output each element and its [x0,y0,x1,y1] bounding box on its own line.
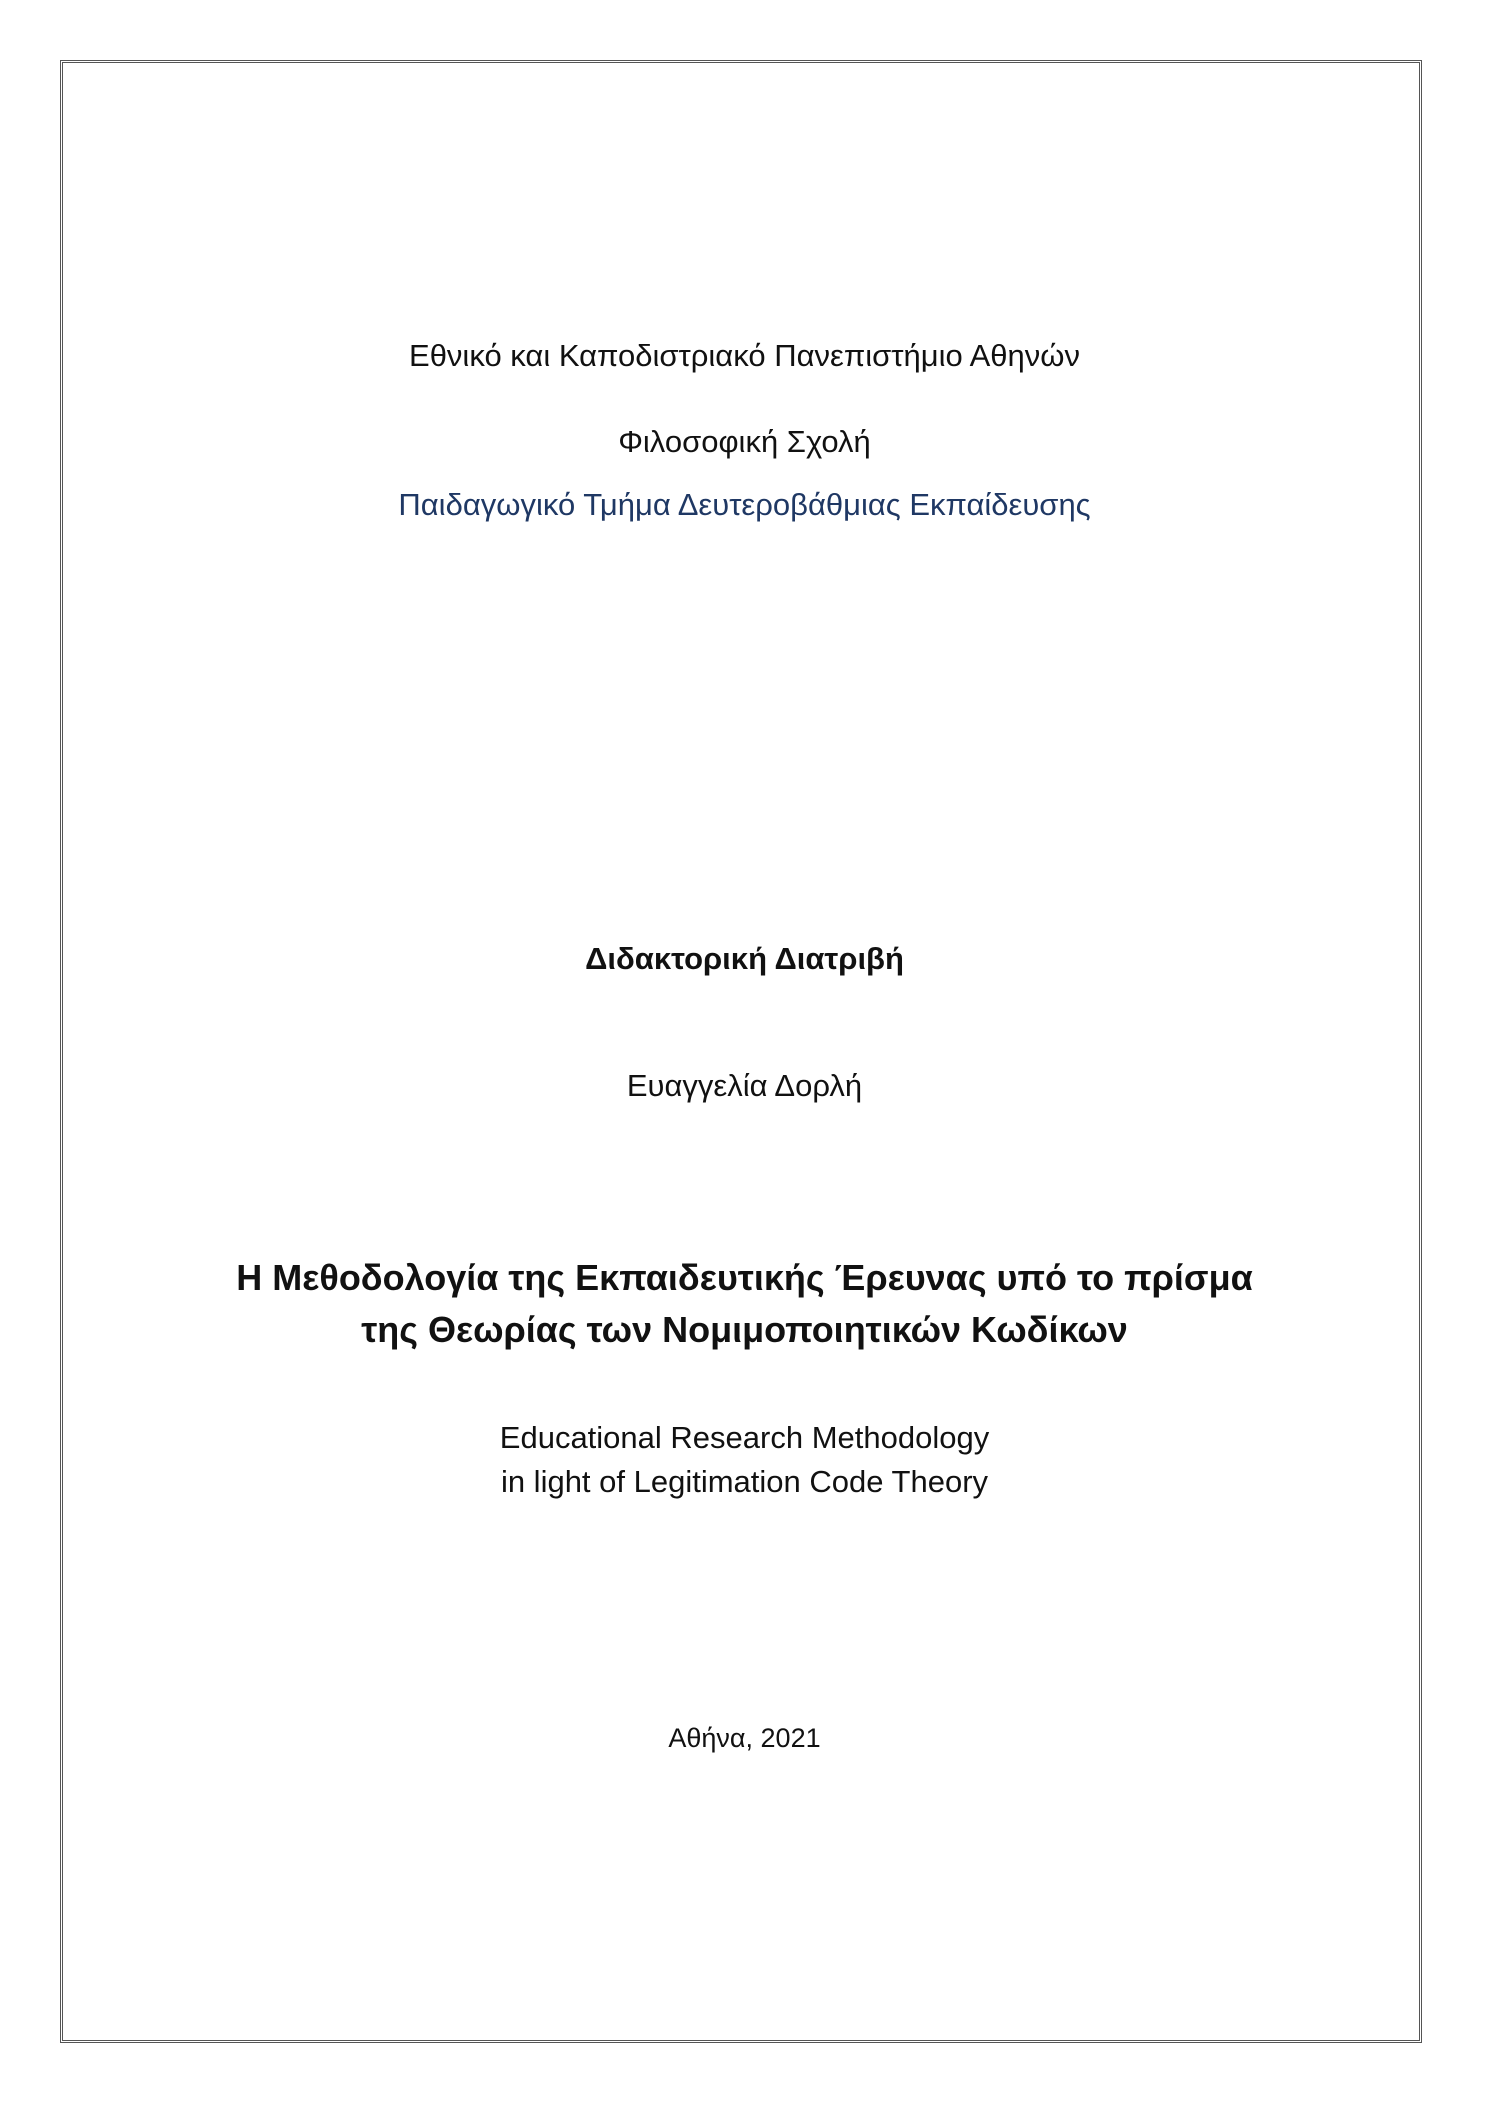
department-name: Παιδαγωγικό Τμήμα Δευτεροβάθμιας Εκπαίδευσης [398,487,1091,522]
thesis-title-greek [0,1252,1489,1356]
thesis-title-greek-line-1: Η Μεθοδολογία της Εκπαιδευτικής Έρευνας υπό το πρίσμα [236,1257,1253,1298]
thesis-title-greek-line-2: της Θεωρίας των Νομιμοποιητικών Κωδίκων [361,1309,1128,1350]
document-type: Διδακτορική Διατριβή [585,941,904,976]
thesis-title-english-line-2: in light of Legitimation Code Theory [500,1464,989,1499]
thesis-title-english-line-1: Educational Research Methodology [499,1420,990,1455]
university-name: Εθνικό και Καποδιστριακό Πανεπιστήμιο Αθηνών [409,338,1080,373]
thesis-title-english [0,1416,1489,1504]
faculty-name: Φιλοσοφική Σχολή [618,424,871,459]
place-and-date: Αθήνα, 2021 [668,1723,821,1753]
author-name: Ευαγγελία Δορλή [626,1068,863,1103]
